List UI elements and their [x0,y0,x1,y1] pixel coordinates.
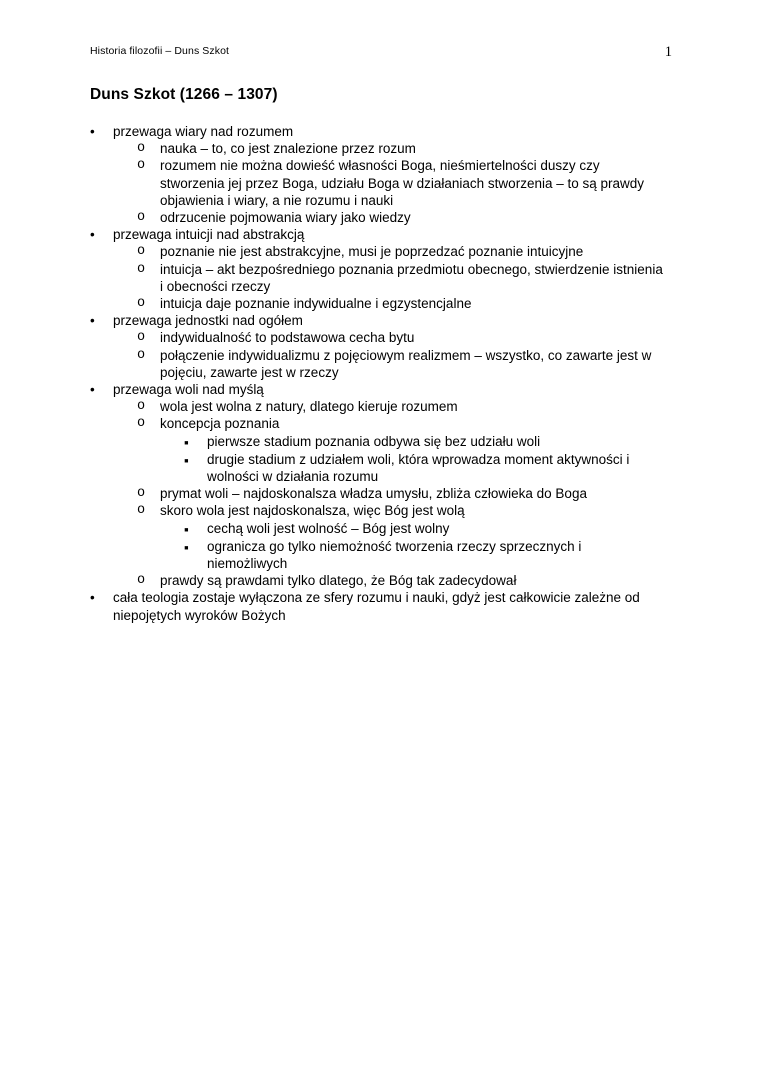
bullet-marker-icon: • [90,124,95,139]
square-marker-icon: ▪ [184,539,189,555]
square-marker-icon: ▪ [184,521,189,537]
list-item-text: cała teologia zostaje wyłączona ze sfery rozumu i nauki, gdyż jest całkowicie zależne od niepojętych wyroków Bożych [113,590,640,623]
list-item-text: indywidualność to podstawowa cecha bytu [160,330,415,346]
list-item [90,157,665,209]
list-item [90,347,665,381]
list-item [90,329,665,346]
circle-marker-icon: o [137,573,146,589]
circle-marker-icon: o [137,399,146,415]
list-item-text: intuicja daje poznanie indywidualne i egzystencjalne [160,296,472,312]
circle-marker-icon: o [137,244,146,260]
circle-marker-icon: o [137,158,146,174]
list-item-text: prawdy są prawdami tylko dlatego, że Bóg tak zadecydował [160,573,517,589]
circle-marker-icon: o [137,503,146,519]
list-item [90,589,665,623]
circle-marker-icon: o [137,347,146,363]
list-item-text: przewaga intuicji nad abstrakcją [113,227,305,243]
list-item [90,226,665,243]
list-item-text: ogranicza go tylko niemożność tworzenia rzeczy sprzecznych i niemożliwych [207,538,582,572]
list-item [90,295,665,312]
bullet-marker-icon: • [90,313,95,329]
list-item-text: przewaga woli nad myślą [113,382,264,398]
list-item [90,520,665,538]
circle-marker-icon: o [137,261,146,277]
circle-marker-icon: o [137,210,146,226]
list-item [90,433,665,451]
list-item [90,209,665,226]
circle-marker-icon: o [137,296,146,312]
list-item [90,502,665,519]
list-item-text: poznanie nie jest abstrakcyjne, musi je poprzedzać poznanie intuicyjne [160,244,584,260]
list-item-text: skoro wola jest najdoskonalsza, więc Bóg jest wolą [160,503,465,519]
list-item [90,243,665,260]
list-item [90,140,665,157]
list-item [90,538,665,572]
page-header [90,45,672,60]
list-item [90,398,665,415]
list-item [90,451,665,485]
list-item [90,312,665,329]
list-item-text: nauka – to, co jest znalezione przez rozum [160,141,416,157]
list-item-text: intuicja – akt bezpośredniego poznania przedmiotu obecnego, stwierdzenie istnienia i obecności rzeczy [160,261,663,294]
circle-marker-icon: o [137,416,146,432]
list-item [90,123,665,140]
list-item-text: przewaga jednostki nad ogółem [113,313,303,329]
bullet-marker-icon: • [90,382,95,398]
list-item-text: odrzucenie pojmowania wiary jako wiedzy [160,210,411,226]
square-marker-icon: ▪ [184,452,189,468]
list-item-text: koncepcja poznania [160,416,280,432]
list-item [90,261,665,295]
bullet-list [90,123,665,624]
list-item-text: prymat woli – najdoskonalsza władza umysłu, zbliża człowieka do Boga [160,486,587,502]
list-item [90,572,665,589]
list-item-text: rozumem nie można dowieść własności Boga, nieśmiertelności duszy czy stworzenia jej przez Boga, udziału Boga w działaniach stworzenia – to są prawdy objawienia i wiary, a nie rozumu i nauki [160,158,645,208]
page-title: Duns Szkot (1266 – 1307) [90,86,278,103]
list-item-text: drugie stadium z udziałem woli, która wprowadza moment aktywności i wolności w działania rozumu [207,451,630,485]
list-item-text: cechą woli jest wolność – Bóg jest wolny [207,520,450,536]
circle-marker-icon: o [137,486,146,502]
list-item-text: przewaga wiary nad rozumem [113,124,294,139]
list-item-text: pierwsze stadium poznania odbywa się bez udziału woli [207,433,541,449]
header-running-title: Historia filozofii – Duns Szkot [90,45,230,57]
list-item [90,415,665,432]
list-item-text: połączenie indywidualizmu z pojęciowym realizmem – wszystko, co zawarte jest w pojęciu, zawarte jest w rzeczy [160,347,652,380]
list-item-text: wola jest wolna z natury, dlatego kieruje rozumem [160,399,458,415]
bullet-marker-icon: • [90,227,95,243]
square-marker-icon: ▪ [184,434,189,450]
page-number: 1 [664,44,672,60]
circle-marker-icon: o [137,141,146,157]
list-item [90,381,665,398]
bullet-marker-icon: • [90,590,95,606]
circle-marker-icon: o [137,330,146,346]
list-item [90,485,665,502]
